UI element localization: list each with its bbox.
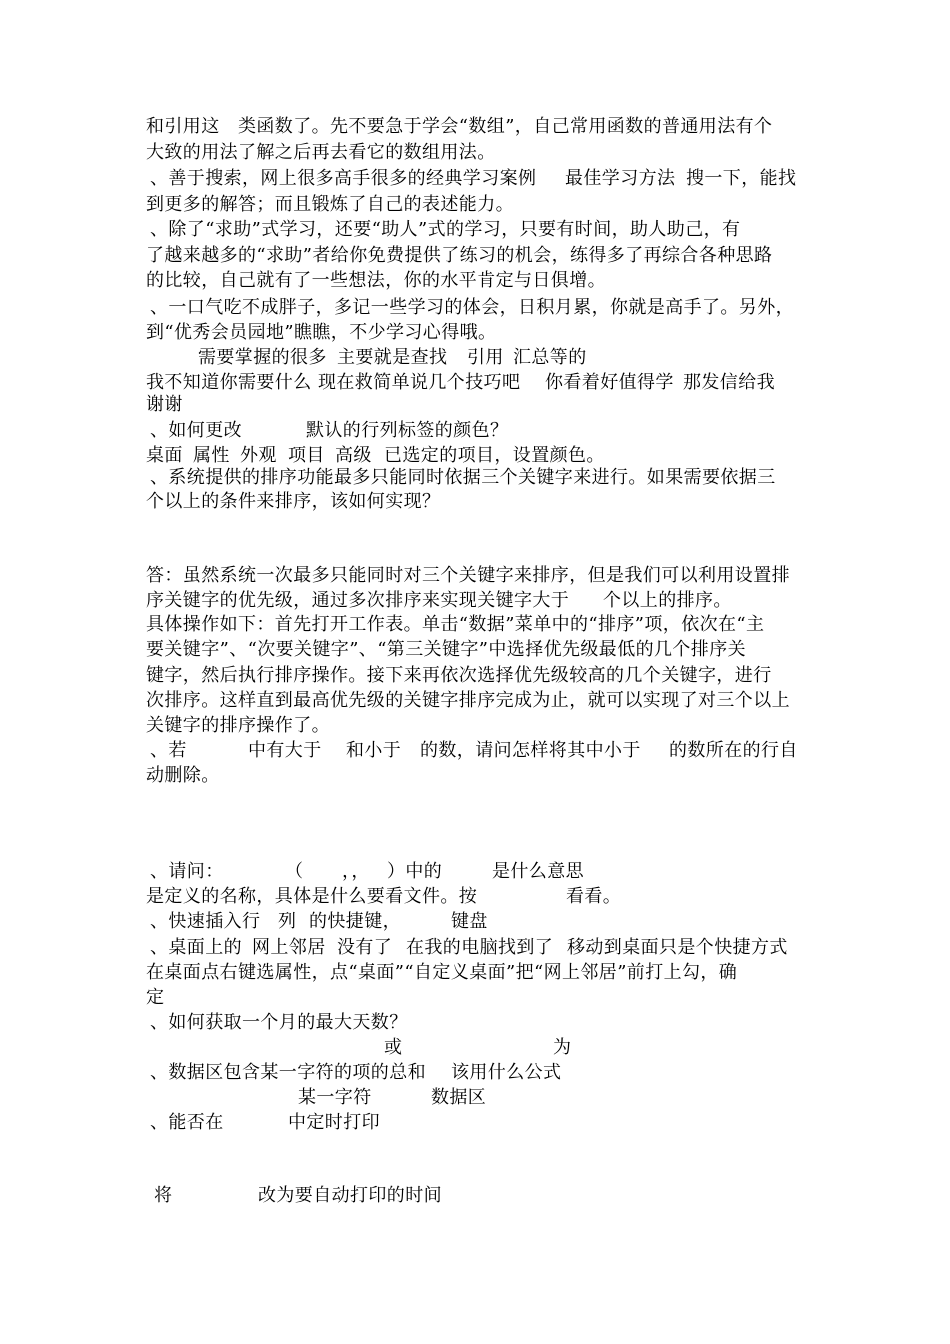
text-segment: 汇总等的 bbox=[513, 347, 587, 368]
text-segment: 移动到桌面只是个快捷方式 bbox=[567, 937, 788, 958]
text-segment: 是定义的名称，具体是什么要看文件。按 bbox=[146, 886, 478, 907]
text-segment: 、系统提供的排序功能最多只能同时依据三个关键字来进行。如果需要依据三 bbox=[150, 467, 776, 488]
text-segment: 答：虽然系统一次最多只能同时对三个关键字来排序，但是我们可以利用设置排 bbox=[146, 565, 790, 586]
text-line bbox=[0, 738, 950, 764]
text-line bbox=[0, 688, 950, 714]
text-line bbox=[0, 1010, 950, 1036]
text-segment: 引用 bbox=[467, 347, 504, 368]
text-line bbox=[0, 295, 950, 321]
text-segment: 需要掌握的很多 bbox=[198, 347, 327, 368]
text-segment: 外观 bbox=[240, 445, 277, 466]
text-segment: 或 bbox=[384, 1037, 403, 1058]
text-line bbox=[0, 588, 950, 614]
text-segment: 的比较，自己就有了一些想法，你的水平肯定与日俱增。 bbox=[146, 270, 606, 291]
text-segment: 数据区 bbox=[431, 1087, 487, 1108]
text-segment: ）中的 bbox=[387, 861, 443, 882]
text-segment: 、一口气吃不成胖子，多记一些学习的体会，日积月累，你就是高手了。另外， bbox=[150, 297, 794, 318]
text-line bbox=[0, 960, 950, 986]
text-segment: 、快速插入行 bbox=[150, 911, 261, 932]
text-segment: 动删除。 bbox=[146, 765, 220, 786]
text-line bbox=[0, 1110, 950, 1136]
text-line bbox=[0, 345, 950, 371]
text-line bbox=[0, 763, 950, 789]
text-segment: 、如何获取一个月的最大天数？ bbox=[150, 1012, 408, 1033]
text-segment: 键字，然后执行排序操作。接下来再依次选择优先级较高的几个关键字，进行 bbox=[146, 665, 772, 686]
text-segment: 改为要自动打印的时间 bbox=[258, 1185, 442, 1206]
text-segment: 主要就是查找 bbox=[337, 347, 448, 368]
text-segment: 要关键字”、“次要关键字”、“第三关键字”中选择优先级最低的几个排序关 bbox=[146, 639, 747, 660]
text-segment: 是什么意思 bbox=[492, 861, 584, 882]
text-segment: 关键字的排序操作了。 bbox=[146, 715, 330, 736]
text-line bbox=[0, 859, 950, 885]
text-segment: 列 bbox=[278, 911, 297, 932]
text-segment: 的快捷键， bbox=[309, 911, 401, 932]
text-line bbox=[0, 909, 950, 935]
text-line bbox=[0, 985, 950, 1011]
text-segment: 桌面 bbox=[146, 445, 183, 466]
text-segment: 的数所在的行自 bbox=[669, 740, 798, 761]
text-line bbox=[0, 392, 950, 418]
text-line bbox=[0, 884, 950, 910]
text-line bbox=[0, 663, 950, 689]
text-segment: 已选定的项目，设置颜色。 bbox=[384, 445, 605, 466]
text-line bbox=[0, 114, 950, 140]
text-segment: 在我的电脑找到了 bbox=[406, 937, 554, 958]
text-segment: 谢谢 bbox=[146, 394, 183, 415]
text-line bbox=[0, 935, 950, 961]
text-line bbox=[0, 166, 950, 192]
text-segment: 中有大于 bbox=[248, 740, 322, 761]
text-line bbox=[0, 612, 950, 638]
text-segment: 定 bbox=[146, 987, 165, 1008]
text-segment: 、桌面上的 bbox=[150, 937, 242, 958]
text-line bbox=[0, 465, 950, 491]
text-line bbox=[0, 140, 950, 166]
text-segment: 默认的行列标签的颜色？ bbox=[306, 420, 509, 441]
text-line bbox=[0, 1060, 950, 1086]
text-segment: 项目 bbox=[288, 445, 325, 466]
text-line bbox=[0, 320, 950, 346]
text-line bbox=[0, 418, 950, 444]
text-segment: 和小于 bbox=[346, 740, 402, 761]
text-segment: ，， bbox=[342, 861, 370, 882]
text-line bbox=[0, 637, 950, 663]
text-line bbox=[0, 563, 950, 589]
text-segment: 了越来越多的“求助”者给你免费提供了练习的机会，练得多了再综合各种思路 bbox=[146, 245, 773, 266]
text-segment: 大致的用法了解之后再去看它的数组用法。 bbox=[146, 142, 496, 163]
text-segment: 最佳学习方法 bbox=[565, 168, 676, 189]
text-line bbox=[0, 489, 950, 515]
text-segment: 、请问： bbox=[150, 861, 224, 882]
text-segment: 次排序。这样直到最高优先级的关键字排序完成为止，就可以实现了对三个以上 bbox=[146, 690, 790, 711]
text-segment: 将 bbox=[154, 1185, 173, 1206]
text-segment: 个以上的排序。 bbox=[603, 590, 732, 611]
text-segment: 没有了 bbox=[337, 937, 393, 958]
text-segment: 、除了“求助”式学习，还要“助人”式的学习，只要有时间，助人助己，有 bbox=[150, 219, 741, 240]
text-segment: 、善于搜索，网上很多高手很多的经典学习案例 bbox=[150, 168, 537, 189]
text-line bbox=[0, 192, 950, 218]
text-segment: 到“优秀会员园地”瞧瞧，不少学习心得哦。 bbox=[146, 322, 497, 343]
text-segment: 网上邻居 bbox=[252, 937, 326, 958]
text-line bbox=[0, 713, 950, 739]
text-segment: （ bbox=[285, 861, 304, 882]
text-segment: 你看着好值得学 bbox=[545, 372, 674, 393]
text-segment: 键盘 bbox=[451, 911, 488, 932]
text-segment: 到更多的解答；而且锻炼了自己的表述能力。 bbox=[146, 194, 514, 215]
text-segment: 高级 bbox=[335, 445, 372, 466]
text-segment: 看看。 bbox=[566, 886, 622, 907]
text-line bbox=[0, 1035, 950, 1061]
text-segment: 在桌面点右键选属性，点“桌面”“自定义桌面”把“网上邻居”前打上勾，确 bbox=[146, 962, 738, 983]
text-line bbox=[0, 1085, 950, 1111]
text-segment: 某一字符 bbox=[298, 1087, 372, 1108]
text-segment: 那发信给我 bbox=[683, 372, 775, 393]
text-segment: 属性 bbox=[193, 445, 230, 466]
text-segment: 我不知道你需要什么 bbox=[146, 372, 312, 393]
text-segment: 、如何更改 bbox=[150, 420, 242, 441]
text-segment: 具体操作如下：首先打开工作表。单击“数据”菜单中的“排序”项，依次在“主 bbox=[146, 614, 765, 635]
text-line bbox=[0, 243, 950, 269]
text-segment: 、若 bbox=[150, 740, 187, 761]
text-segment: 中定时打印 bbox=[288, 1112, 380, 1133]
text-segment: 的数，请问怎样将其中小于 bbox=[420, 740, 641, 761]
text-segment: 序关键字的优先级，通过多次排序来实现关键字大于 bbox=[146, 590, 570, 611]
text-segment: 、数据区包含某一字符的项的总和 bbox=[150, 1062, 426, 1083]
text-segment: 个以上的条件来排序，该如何实现？ bbox=[146, 491, 441, 512]
text-segment: 该用什么公式 bbox=[451, 1062, 562, 1083]
text-segment: 搜一下，能找 bbox=[686, 168, 797, 189]
text-line bbox=[0, 1183, 950, 1209]
text-segment: 现在救简单说几个技巧吧 bbox=[318, 372, 521, 393]
text-segment: 为 bbox=[553, 1037, 572, 1058]
text-segment: 、能否在 bbox=[150, 1112, 224, 1133]
text-segment: 类函数了。先不要急于学会“数组”，自己常用函数的普通用法有个 bbox=[238, 116, 773, 137]
text-line bbox=[0, 268, 950, 294]
text-line bbox=[0, 217, 950, 243]
text-segment: 和引用这 bbox=[146, 116, 220, 137]
